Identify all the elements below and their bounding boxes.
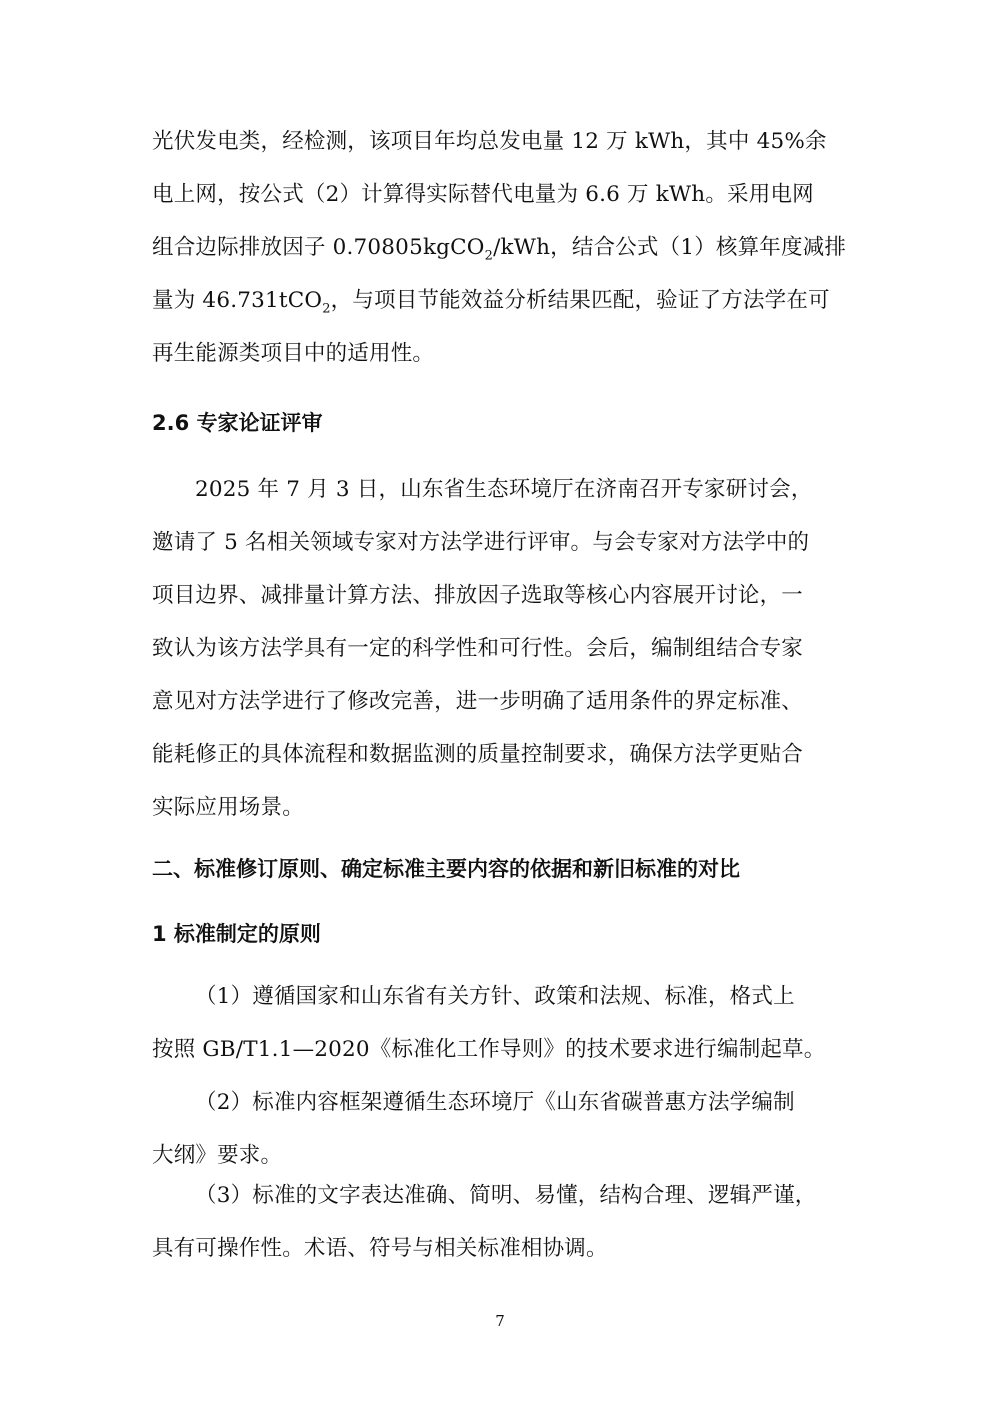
text-line: 按照 GB/T1.1—2020《标准化工作导则》的技术要求进行编制起草。 bbox=[152, 1037, 826, 1062]
paragraph-principle-1 bbox=[152, 970, 852, 1076]
text-line: 大纲》要求。 bbox=[152, 1143, 283, 1168]
text-segment: /kWh，结合公式（1）核算年度减排 bbox=[493, 235, 847, 260]
text-line: 具有可操作性。术语、符号与相关标准相协调。 bbox=[152, 1236, 608, 1261]
text-segment: ，与项目节能效益分析结果匹配，验证了方法学在可 bbox=[330, 288, 830, 313]
text-line: 项目边界、减排量计算方法、排放因子选取等核心内容展开讨论，一 bbox=[152, 583, 804, 608]
text-segment: 量为 46.731tCO bbox=[152, 288, 323, 313]
text-line: （2）标准内容框架遵循生态环境厅《山东省碳普惠方法学编制 bbox=[195, 1090, 795, 1115]
text-line: 再生能源类项目中的适用性。 bbox=[152, 341, 435, 366]
text-line bbox=[152, 221, 852, 274]
paragraph-principle-3 bbox=[152, 1169, 852, 1275]
text-line: 邀请了 5 名相关领域专家对方法学进行评审。与会专家对方法学中的 bbox=[152, 530, 810, 555]
text-segment: 组合边际排放因子 0.70805kgCO bbox=[152, 235, 485, 260]
text-line: 光伏发电类，经检测，该项目年均总发电量 12 万 kWh，其中 45%余 bbox=[152, 129, 827, 154]
paragraph-expert-review bbox=[152, 463, 852, 834]
page-number: 7 bbox=[495, 1312, 505, 1330]
subscript: 2 bbox=[322, 301, 331, 317]
paragraph-pv-case bbox=[152, 115, 852, 380]
subscript: 2 bbox=[484, 248, 494, 264]
section-heading-2-6: 2.6 专家论证评审 bbox=[152, 411, 323, 435]
text-line: 能耗修正的具体流程和数据监测的质量控制要求，确保方法学更贴合 bbox=[152, 742, 804, 767]
text-line: 实际应用场景。 bbox=[152, 795, 304, 820]
text-line: 电上网，按公式（2）计算得实际替代电量为 6.6 万 kWh。采用电网 bbox=[152, 182, 814, 207]
text-line: 2025 年 7 月 3 日，山东省生态环境厅在济南召开专家研讨会， bbox=[195, 477, 813, 502]
text-line: （3）标准的文字表达准确、简明、易懂，结构合理、逻辑严谨， bbox=[195, 1183, 817, 1208]
text-line: 意见对方法学进行了修改完善，进一步明确了适用条件的界定标准、 bbox=[152, 689, 804, 714]
paragraph-principle-2 bbox=[152, 1076, 852, 1182]
text-line: 致认为该方法学具有一定的科学性和可行性。会后，编制组结合专家 bbox=[152, 636, 804, 661]
chapter-heading-2: 二、标准修订原则、确定标准主要内容的依据和新旧标准的对比 bbox=[152, 857, 740, 881]
section-heading-1: 1 标准制定的原则 bbox=[152, 922, 321, 946]
text-line bbox=[152, 274, 852, 327]
text-line: （1）遵循国家和山东省有关方针、政策和法规、标准，格式上 bbox=[195, 984, 795, 1009]
